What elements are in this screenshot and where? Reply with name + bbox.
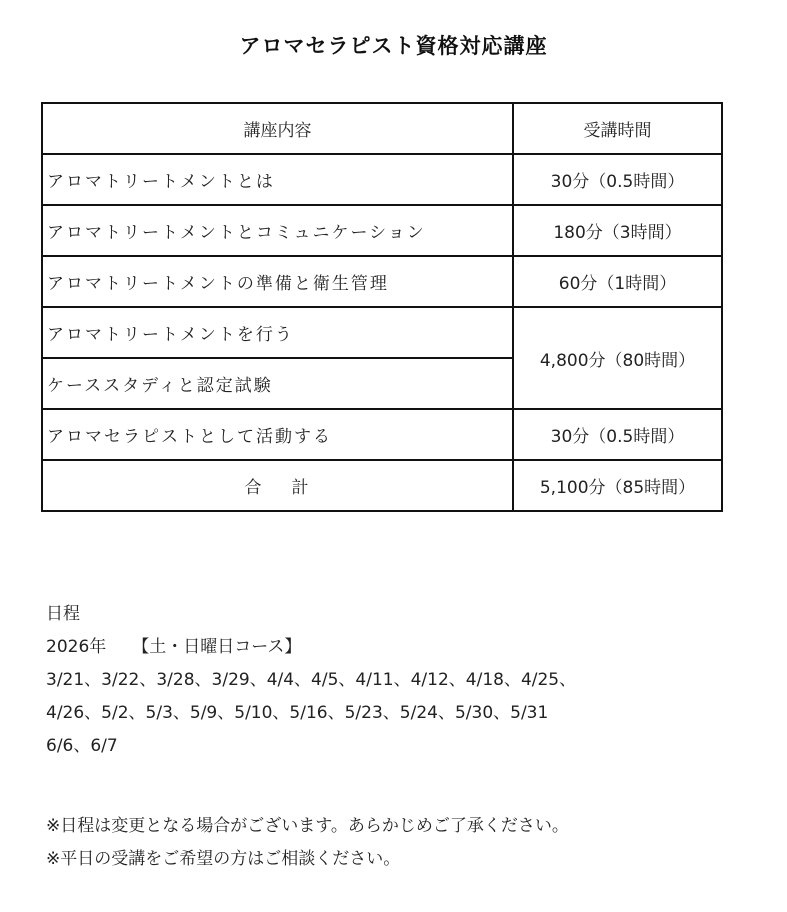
table-row [42,307,722,358]
table-row [42,409,722,460]
table-row [42,205,722,256]
notes-section [46,810,569,876]
table-row [42,154,722,205]
note: ※平日の受講をご希望の方はご相談ください。 [46,849,401,869]
table-header-row [42,103,722,154]
course-duration: 60分（1時間） [513,256,722,307]
course-duration: 4,800分（80時間） [513,307,722,409]
schedule-section [46,598,576,763]
course-duration: 180分（3時間） [513,205,722,256]
schedule-course: 【土・日曜日コース】 [132,637,302,657]
schedule-dates: 6/6、6/7 [46,736,118,756]
schedule-dates: 4/26、5/2、5/3、5/9、5/10、5/16、5/23、5/24、5/30、5/31 [46,703,549,723]
course-name: アロマトリートメントとコミュニケーション [42,205,513,256]
page-title: アロマセラピスト資格対応講座 [239,34,548,58]
course-table [41,102,723,512]
total-label: 合 計 [42,460,513,511]
schedule-course-line [46,631,576,664]
course-name: アロマトリートメントの準備と衛生管理 [42,256,513,307]
course-duration: 30分（0.5時間） [513,409,722,460]
course-duration: 30分（0.5時間） [513,154,722,205]
schedule-year: 2026年 [46,637,107,657]
course-name: アロマトリートメントとは [42,154,513,205]
schedule-heading: 日程 [46,604,80,624]
column-header-content: 講座内容 [42,103,513,154]
course-name: アロマトリートメントを行う [42,307,513,358]
table-row [42,256,722,307]
total-duration: 5,100分（85時間） [513,460,722,511]
course-name: アロマセラピストとして活動する [42,409,513,460]
table-total-row [42,460,722,511]
note: ※日程は変更となる場合がございます。あらかじめご了承ください。 [46,816,569,836]
schedule-dates: 3/21、3/22、3/28、3/29、4/4、4/5、4/11、4/12、4/18、4/25、 [46,670,577,690]
course-name: ケーススタディと認定試験 [42,358,513,409]
column-header-duration: 受講時間 [513,103,722,154]
